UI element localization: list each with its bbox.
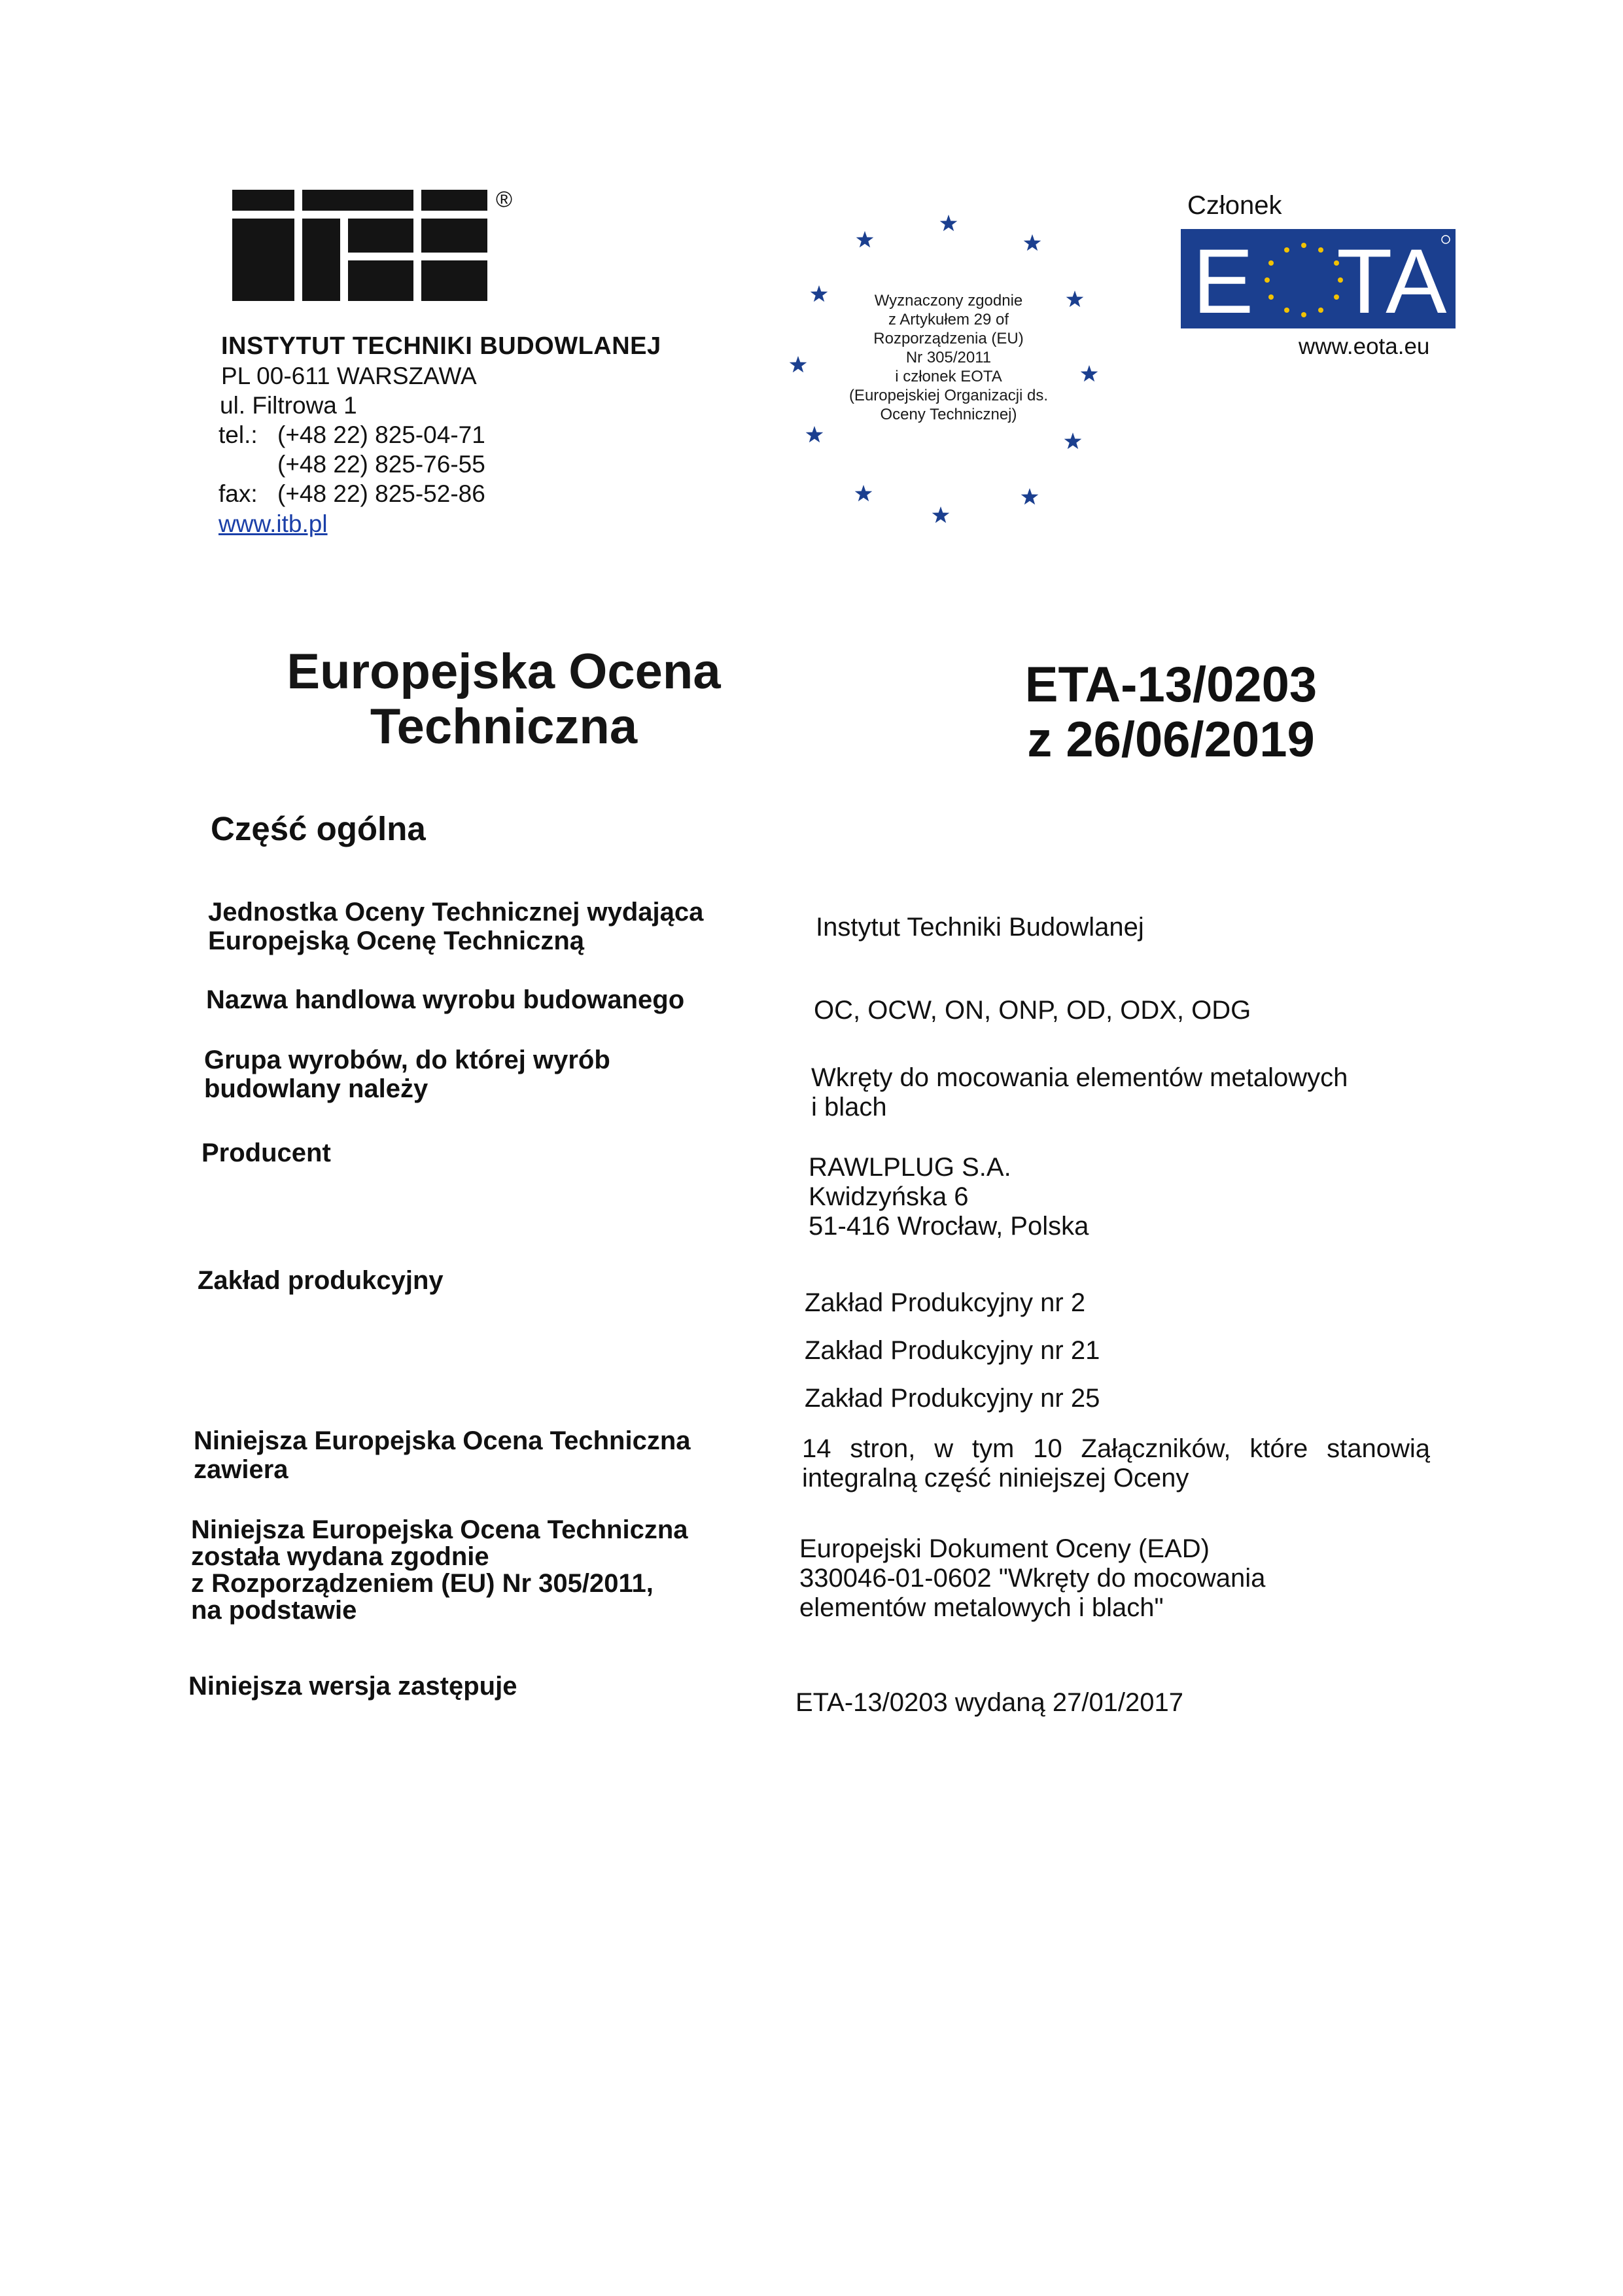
contains-label <box>194 1426 769 1484</box>
eta-number: ETA-13/0203 <box>1024 657 1318 713</box>
plant-value <box>805 1279 1459 1422</box>
tel-number-1: (+48 22) 825-04-71 <box>277 421 485 448</box>
seal-line: Nr 305/2011 <box>905 349 992 366</box>
plant-label: Zakład produkcyjny <box>198 1266 444 1295</box>
value-line: Wkręty do mocowania elementów metalowych <box>811 1063 1348 1092</box>
value-line: Zakład Produkcyjny nr 2 <box>805 1288 1086 1317</box>
title-line: Techniczna <box>370 699 638 754</box>
manufacturer-value <box>809 1153 1463 1241</box>
value-line: Kwidzyńska 6 <box>809 1182 969 1211</box>
eta-date: z 26/06/2019 <box>1027 712 1315 768</box>
seal-line: z Artykułem 29 of <box>888 311 1009 328</box>
institute-postal: PL 00-611 WARSZAWA <box>221 362 477 389</box>
issuer-label <box>208 898 784 955</box>
replaces-value: ETA-13/0203 wydaną 27/01/2017 <box>795 1688 1184 1717</box>
seal-line: Rozporządzenia (EU) <box>873 330 1024 347</box>
tel-label: tel.: <box>218 421 258 448</box>
svg-text:TA: TA <box>1336 230 1447 328</box>
seal-line: Wyznaczony zgodnie <box>874 292 1023 309</box>
value-line: i blach <box>811 1093 887 1122</box>
seal-line: (Europejskiej Organizacji ds. <box>848 387 1049 404</box>
institute-name: INSTYTUT TECHNIKI BUDOWLANEJ <box>221 332 661 360</box>
label-line: Niniejsza Europejska Ocena Techniczna <box>191 1515 688 1544</box>
eota-member-label: Członek <box>1187 191 1282 220</box>
value-line: 14 stron, w tym 10 Załączników, które stanowią <box>802 1434 1430 1463</box>
trade-name-value: OC, OCW, ON, ONP, OD, ODX, ODG <box>814 996 1251 1025</box>
eota-website-link[interactable]: www.eota.eu <box>1299 334 1430 359</box>
contains-value <box>802 1434 1430 1493</box>
title-line: Europejska Ocena <box>287 644 721 699</box>
label-line: budowlany należy <box>204 1074 428 1103</box>
institute-street: ul. Filtrowa 1 <box>220 392 357 419</box>
registered-mark: ® <box>496 187 513 212</box>
eta-reference <box>916 658 1426 768</box>
value-line: Zakład Produkcyjny nr 21 <box>805 1336 1100 1365</box>
svg-text:E: E <box>1193 230 1254 328</box>
fax-label: fax: <box>218 480 258 507</box>
product-group-value <box>811 1063 1465 1122</box>
itb-website-link[interactable]: www.itb.pl <box>218 510 328 537</box>
label-line: zawiera <box>194 1455 288 1484</box>
seal-line: Oceny Technicznej) <box>880 406 1017 423</box>
basis-value <box>799 1534 1454 1623</box>
itb-logo-icon <box>232 190 487 301</box>
label-line: na podstawie <box>191 1596 357 1625</box>
replaces-label: Niniejsza wersja zastępuje <box>188 1672 517 1701</box>
value-line: Europejski Dokument Oceny (EAD) <box>799 1534 1210 1563</box>
value-line: Zakład Produkcyjny nr 25 <box>805 1384 1100 1413</box>
value-line: integralną część niniejszej Oceny <box>802 1464 1189 1492</box>
manufacturer-label: Producent <box>201 1139 331 1167</box>
label-line: Niniejsza Europejska Ocena Techniczna <box>194 1426 691 1455</box>
label-line: z Rozporządzeniem (EU) Nr 305/2011, <box>191 1569 654 1598</box>
value-line: elementów metalowych i blach" <box>799 1593 1164 1622</box>
section-heading: Część ogólna <box>211 810 426 847</box>
label-line: została wydana zgodnie <box>191 1542 489 1571</box>
tel-number-2: (+48 22) 825-76-55 <box>277 451 485 478</box>
value-line: 51-416 Wrocław, Polska <box>809 1212 1089 1241</box>
eota-logo-icon <box>1181 229 1456 328</box>
product-group-label <box>204 1046 780 1103</box>
value-line: 330046-01-0602 "Wkręty do mocowania <box>799 1564 1266 1593</box>
seal-text <box>808 291 1089 424</box>
basis-label <box>191 1517 767 1624</box>
label-line: Jednostka Oceny Technicznej wydająca <box>208 898 704 927</box>
seal-line: i członek EOTA <box>895 368 1002 385</box>
trade-name-label: Nazwa handlowa wyrobu budowanego <box>206 985 685 1014</box>
fax-number: (+48 22) 825-52-86 <box>277 480 485 507</box>
label-line: Europejską Ocenę Techniczną <box>208 927 585 955</box>
label-line: Grupa wyrobów, do której wyrób <box>204 1046 610 1074</box>
value-line: RAWLPLUG S.A. <box>809 1153 1011 1182</box>
issuer-value: Instytut Techniki Budowlanej <box>816 913 1144 942</box>
document-title <box>196 645 811 754</box>
